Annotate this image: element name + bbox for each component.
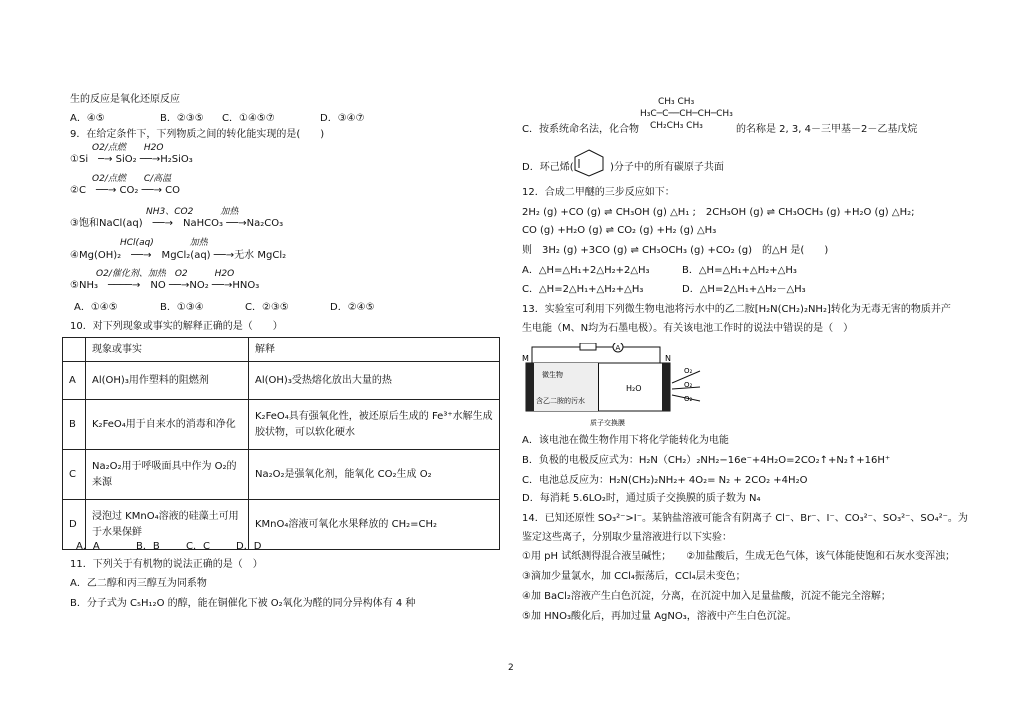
question-13: 生电能（M、N均为石墨电极）。有关该电池工作时的说法中错误的是（ ） (522, 323, 854, 334)
table-cell: 浸泡过 KMnO₄溶液的硅藻土可用于水果保鲜 (86, 500, 249, 550)
option: B．②③⑤ (160, 113, 204, 124)
option: C．按系统命名法，化合物 (522, 124, 639, 135)
table-row (63, 362, 500, 400)
electrode-n-label: N (665, 354, 671, 363)
membrane-label: 质子交换膜 (590, 419, 625, 427)
table-cell: A (63, 362, 86, 400)
option: C．电池总反应为：H₂N(CH₂)₂NH₂+ 4O₂= N₂ + 2CO₂ +4H₂O (522, 475, 808, 486)
waste-label: 含乙二胺的污水 (536, 397, 585, 405)
table-header: 解释 (249, 338, 500, 362)
cyclohexene-icon (572, 148, 606, 178)
option: C．△H=2△H₁+△H₂+△H₃ (522, 284, 644, 295)
reaction-line: ①Si ─→ SiO₂ ──→H₂SiO₃ (70, 154, 193, 165)
text-line: 生的反应是氧化还原反应 (70, 94, 180, 105)
structure-top: CH₃ CH₃ (658, 97, 695, 107)
table-cell: K₂FeO₄具有强氧化性，被还原后生成的 Fe³⁺水解生成胶状物，可以软化硬水 (249, 400, 500, 450)
option: D．②④⑤ (330, 302, 375, 313)
reaction-condition: NH3、CO2 加热 (146, 207, 239, 217)
option: B．△H=△H₁+△H₂+△H₃ (682, 265, 797, 276)
table-header: 现象或事实 (86, 338, 249, 362)
option: A．①④⑤ (74, 302, 118, 313)
reaction-line: ②C ──→ CO₂ ──→ CO (70, 185, 181, 196)
table-cell: Na₂O₂用于呼吸面具中作为 O₂的来源 (86, 450, 249, 500)
table-cell: D (63, 500, 86, 550)
option: D．③④⑦ (320, 113, 365, 124)
table-row (63, 400, 500, 450)
option: B．负极的电极反应式为：H₂N（CH₂）₂NH₂−16e⁻+4H₂O=2CO₂↑+N₂↑+16H⁺ (522, 455, 891, 466)
table-cell: B (63, 400, 86, 450)
reaction-condition: O2/点燃 C/高温 (92, 174, 172, 184)
option: C．①④⑤⑦ (222, 113, 275, 124)
water-label: H₂O (626, 384, 642, 393)
table-row (63, 500, 500, 550)
option: A．④⑤ (70, 113, 105, 124)
experiment-step: ①用 pH 试纸测得混合液呈碱性； ②加盐酸后，生成无色气体，该气体能使饱和石灰水变浑浊； (522, 551, 956, 562)
option: B．①③④ (160, 302, 204, 313)
option: A．△H=△H₁+2△H₂+2△H₃ (522, 265, 650, 276)
option: C．C (186, 541, 210, 552)
option: C．②③⑤ (245, 302, 289, 313)
option: A．A (76, 541, 100, 552)
structure-mid: H₃C─C──CH─CH─CH₃ (640, 109, 733, 119)
question-12: 12．合成二甲醚的三步反应如下： (522, 187, 675, 198)
option: A．该电池在微生物作用下将化学能转化为电能 (522, 435, 729, 446)
option: D．每消耗 5.6LO₂时，通过质子交换膜的质子数为 N₄ (522, 493, 761, 504)
structure-bottom: CH₂CH₃ CH₃ (650, 121, 703, 131)
option: D．△H=2△H₁+△H₂－△H₃ (682, 284, 806, 295)
option: D．环己烯( (522, 162, 574, 173)
table-cell: K₂FeO₄用于自来水的消毒和净化 (86, 400, 249, 450)
table-cell: KMnO₄溶液可氧化水果释放的 CH₂=CH₂ (249, 500, 500, 550)
o2-label: O₂ (684, 381, 693, 389)
table-cell: Al(OH)₃用作塑料的阻燃剂 (86, 362, 249, 400)
question-14: 鉴定这些离子，分别取少量溶液进行以下实验： (522, 532, 732, 543)
question-9: 9．在给定条件下，下列物质之间的转化能实现的是( ) (70, 129, 325, 140)
resistor-icon (580, 343, 596, 350)
table-cell: Na₂O₂是强氧化剂，能氧化 CO₂生成 O₂ (249, 450, 500, 500)
electrode-m (526, 363, 534, 411)
equation: CO (g) +H₂O (g) ⇌ CO₂ (g) +H₂ (g) △H₃ (522, 225, 717, 236)
reaction-line: ④Mg(OH)₂ ──→ MgCl₂(aq) ──→无水 MgCl₂ (70, 250, 287, 261)
option: B．B (136, 541, 160, 552)
reaction-condition: O2/催化剂、加热 O2 H2O (96, 269, 235, 279)
explanation-table (62, 337, 500, 550)
question-10: 10．对下列现象或事实的解释正确的是（ ） (70, 321, 283, 332)
option: 的名称是 2, 3, 4－三甲基－2－乙基戊烷 (736, 124, 918, 135)
o2-label: O₂ (684, 367, 693, 375)
experiment-step: ③滴加少量氯水，加 CCl₄振荡后，CCl₄层未变色； (522, 571, 746, 582)
question-14: 14．已知还原性 SO₃²⁻>I⁻。某钠盐溶液可能含有阴离子 Cl⁻、Br⁻、I⁻、CO₃²⁻、SO₃²⁻、SO₄²⁻。为 (522, 513, 968, 524)
question-13: 13．实验室可利用下列微生物电池将污水中的乙二胺[H₂N(CH₂)₂NH₂]转化为无毒无害的物质并产 (522, 304, 951, 315)
option: B．分子式为 C₅H₁₂O 的醇，能在铜催化下被 O₂氧化为醛的同分异构体有 4 种 (70, 598, 416, 609)
option: )分子中的所有碳原子共面 (610, 162, 724, 173)
electrode-n (662, 363, 670, 411)
option: D．D (236, 541, 262, 552)
question-11: 11．下列关于有机物的说法正确的是（ ） (70, 559, 263, 570)
table-cell: C (63, 450, 86, 500)
table-cell: Al(OH)₃受热熔化放出大量的热 (249, 362, 500, 400)
reaction-line: ③饱和NaCl(aq) ──→ NaHCO₃ ──→Na₂CO₃ (70, 218, 284, 229)
table-row (63, 450, 500, 500)
experiment-step: ④加 BaCl₂溶液产生白色沉淀，分离，在沉淀中加入足量盐酸，沉淀不能完全溶解； (522, 591, 891, 602)
reaction-condition: HCl(aq) 加热 (120, 238, 208, 248)
reaction-condition: O2/点燃 H2O (92, 143, 164, 153)
reaction-line: ⑤NH₃ ────→ NO ──→NO₂ ──→HNO₃ (70, 280, 260, 291)
option: A．乙二醇和丙三醇互为同系物 (70, 578, 207, 589)
o2-label: O₂ (684, 395, 693, 403)
experiment-step: ⑤加 HNO₃酸化后，再加过量 AgNO₃，溶液中产生白色沉淀。 (522, 611, 797, 622)
page-number: 2 (508, 663, 514, 673)
microbe-label: 微生物 (542, 371, 563, 379)
equation: 则 3H₂ (g) +3CO (g) ⇌ CH₃OCH₃ (g) +CO₂ (g) 的△H 是( ) (522, 245, 829, 256)
ammeter-label: A (615, 344, 621, 352)
equation: 2H₂ (g) +CO (g) ⇌ CH₃OH (g) △H₁ ; 2CH₃OH (g) ⇌ CH₃OCH₃ (g) +H₂O (g) △H₂; (522, 207, 915, 218)
electrode-m-label: M (522, 354, 529, 363)
battery-diagram (520, 343, 720, 433)
